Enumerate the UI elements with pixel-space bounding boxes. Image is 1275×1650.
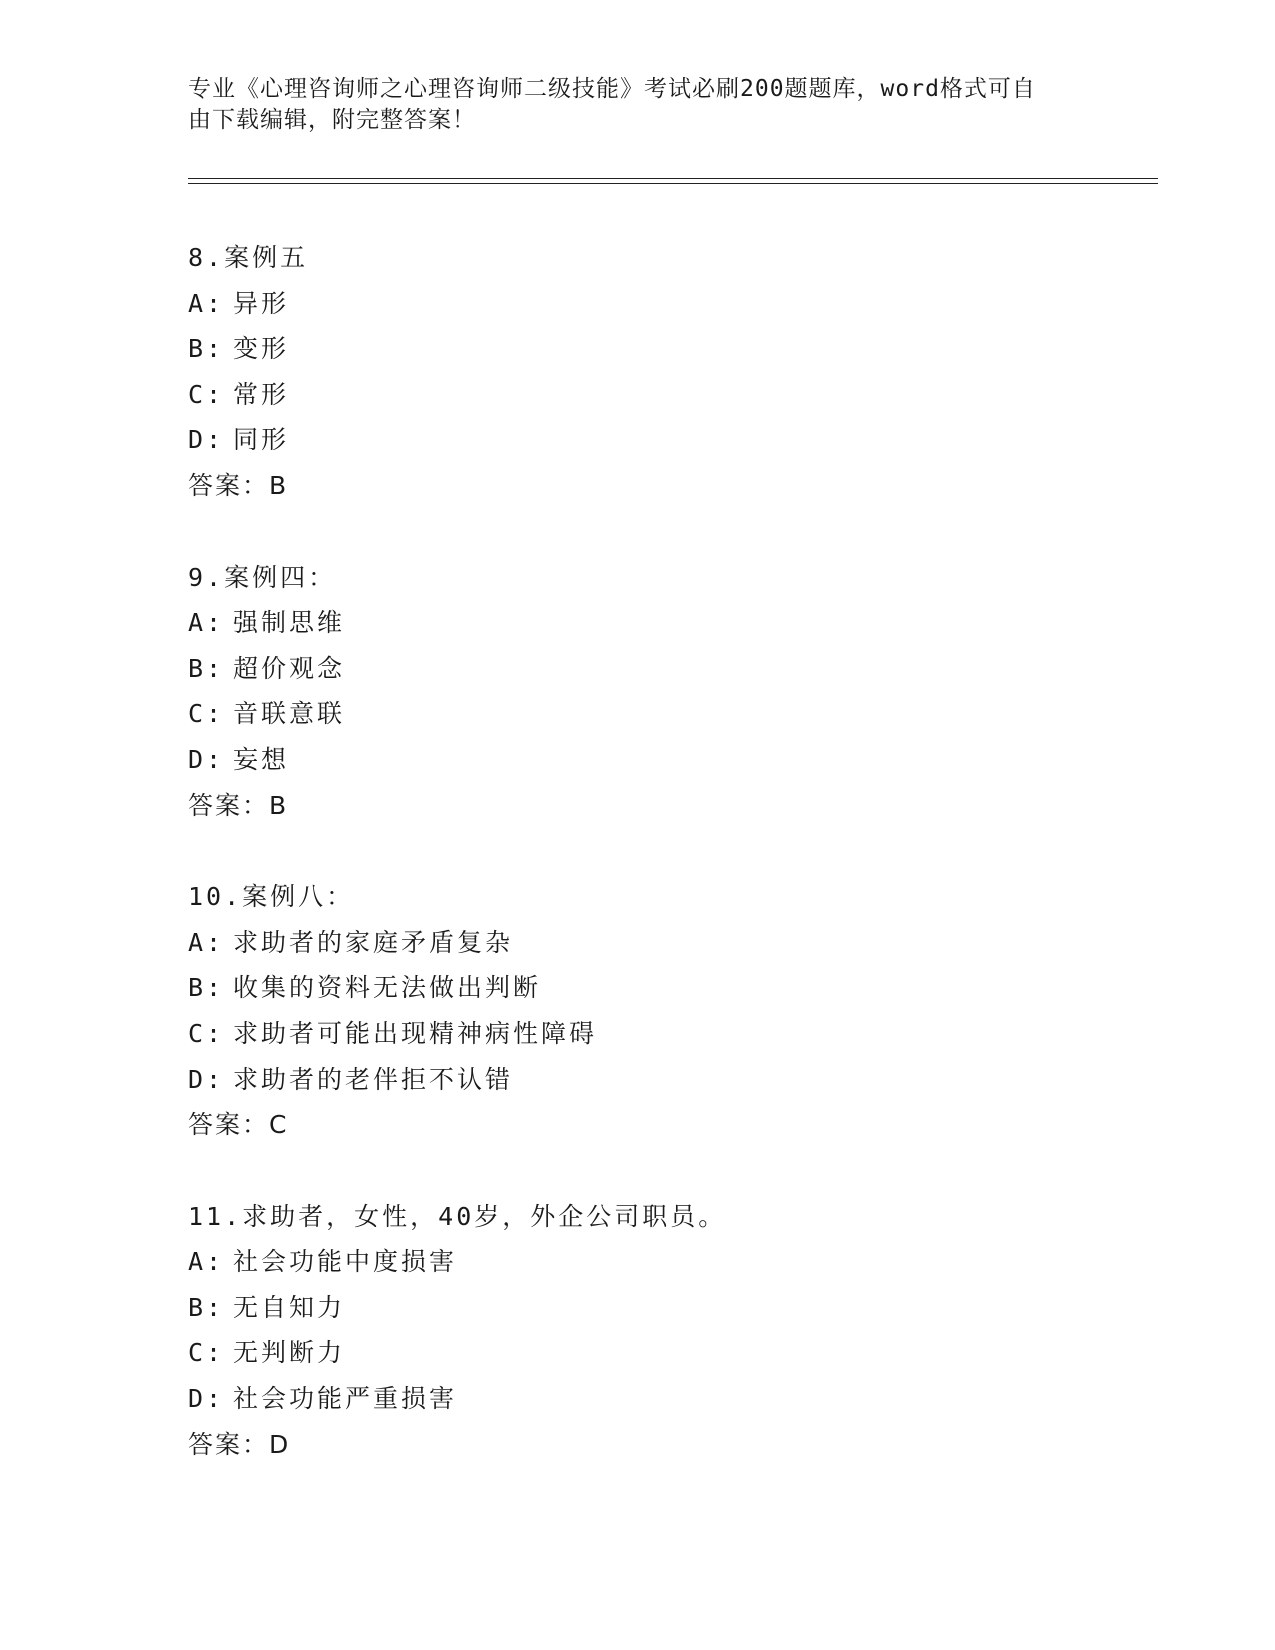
option-text: 无判断力 xyxy=(233,1338,346,1368)
question-title: 8.案例五 xyxy=(188,243,309,272)
option-text: 社会功能严重损害 xyxy=(233,1384,458,1414)
option-c xyxy=(188,1330,1148,1376)
option-b xyxy=(188,326,1148,372)
option-d xyxy=(188,1057,1148,1103)
header-divider-top xyxy=(188,178,1158,179)
option-c xyxy=(188,1011,1148,1057)
option-key: B: xyxy=(188,1292,225,1322)
option-b xyxy=(188,646,1148,692)
option-key: C: xyxy=(188,1338,225,1368)
option-text: 常形 xyxy=(233,379,290,409)
option-text: 音联意联 xyxy=(233,699,346,729)
option-key: D: xyxy=(188,1384,225,1414)
header-line-1: 专业《心理咨询师之心理咨询师二级技能》考试必刷200题题库，word格式可自 xyxy=(188,76,1036,102)
question-9 xyxy=(188,555,1148,829)
question-11 xyxy=(188,1194,1148,1468)
option-key: A: xyxy=(188,608,225,638)
question-10 xyxy=(188,874,1148,1148)
question-title: 10.案例八： xyxy=(188,882,355,912)
question-title: 11.求助者，女性，40岁，外企公司职员。 xyxy=(188,1201,727,1231)
option-text: 变形 xyxy=(233,334,290,364)
option-text: 强制思维 xyxy=(233,608,346,638)
option-key: D: xyxy=(188,1064,225,1094)
option-d xyxy=(188,417,1148,463)
option-a xyxy=(188,600,1148,646)
option-text: 妄想 xyxy=(233,744,290,774)
option-key: A: xyxy=(188,1247,225,1277)
option-a xyxy=(188,281,1148,327)
option-text: 超价观念 xyxy=(233,653,346,683)
option-b xyxy=(188,965,1148,1011)
option-text: 求助者可能出现精神病性障碍 xyxy=(233,1018,598,1048)
option-text: 求助者的家庭矛盾复杂 xyxy=(233,927,514,957)
option-key: B: xyxy=(188,653,225,683)
option-text: 无自知力 xyxy=(233,1292,346,1322)
answer-line: 答案：B xyxy=(188,470,289,500)
option-key: B: xyxy=(188,334,225,364)
option-c xyxy=(188,691,1148,737)
option-key: A: xyxy=(188,288,225,318)
option-key: D: xyxy=(188,744,225,774)
option-d xyxy=(188,737,1148,783)
option-b xyxy=(188,1285,1148,1331)
option-key: C: xyxy=(188,699,225,729)
question-list xyxy=(188,235,1148,1513)
option-key: A: xyxy=(188,927,225,957)
option-a xyxy=(188,1239,1148,1285)
option-c xyxy=(188,372,1148,418)
question-8 xyxy=(188,235,1148,509)
option-text: 同形 xyxy=(233,425,290,455)
option-text: 收集的资料无法做出判断 xyxy=(233,973,542,1003)
option-key: C: xyxy=(188,1018,225,1048)
option-text: 异形 xyxy=(233,288,290,318)
option-key: D: xyxy=(188,425,225,455)
header-divider-bottom xyxy=(188,183,1158,184)
answer-line: 答案：C xyxy=(188,1110,289,1140)
header-line-2: 由下载编辑，附完整答案！ xyxy=(188,107,476,133)
option-d xyxy=(188,1376,1148,1422)
option-text: 求助者的老伴拒不认错 xyxy=(233,1064,514,1094)
option-a xyxy=(188,920,1148,966)
option-text: 社会功能中度损害 xyxy=(233,1247,458,1277)
answer-line: 答案：B xyxy=(188,790,289,820)
option-key: C: xyxy=(188,379,225,409)
document-header xyxy=(188,74,1088,136)
option-key: B: xyxy=(188,973,225,1003)
answer-line: 答案：D xyxy=(188,1429,291,1459)
question-title: 9.案例四： xyxy=(188,562,337,592)
